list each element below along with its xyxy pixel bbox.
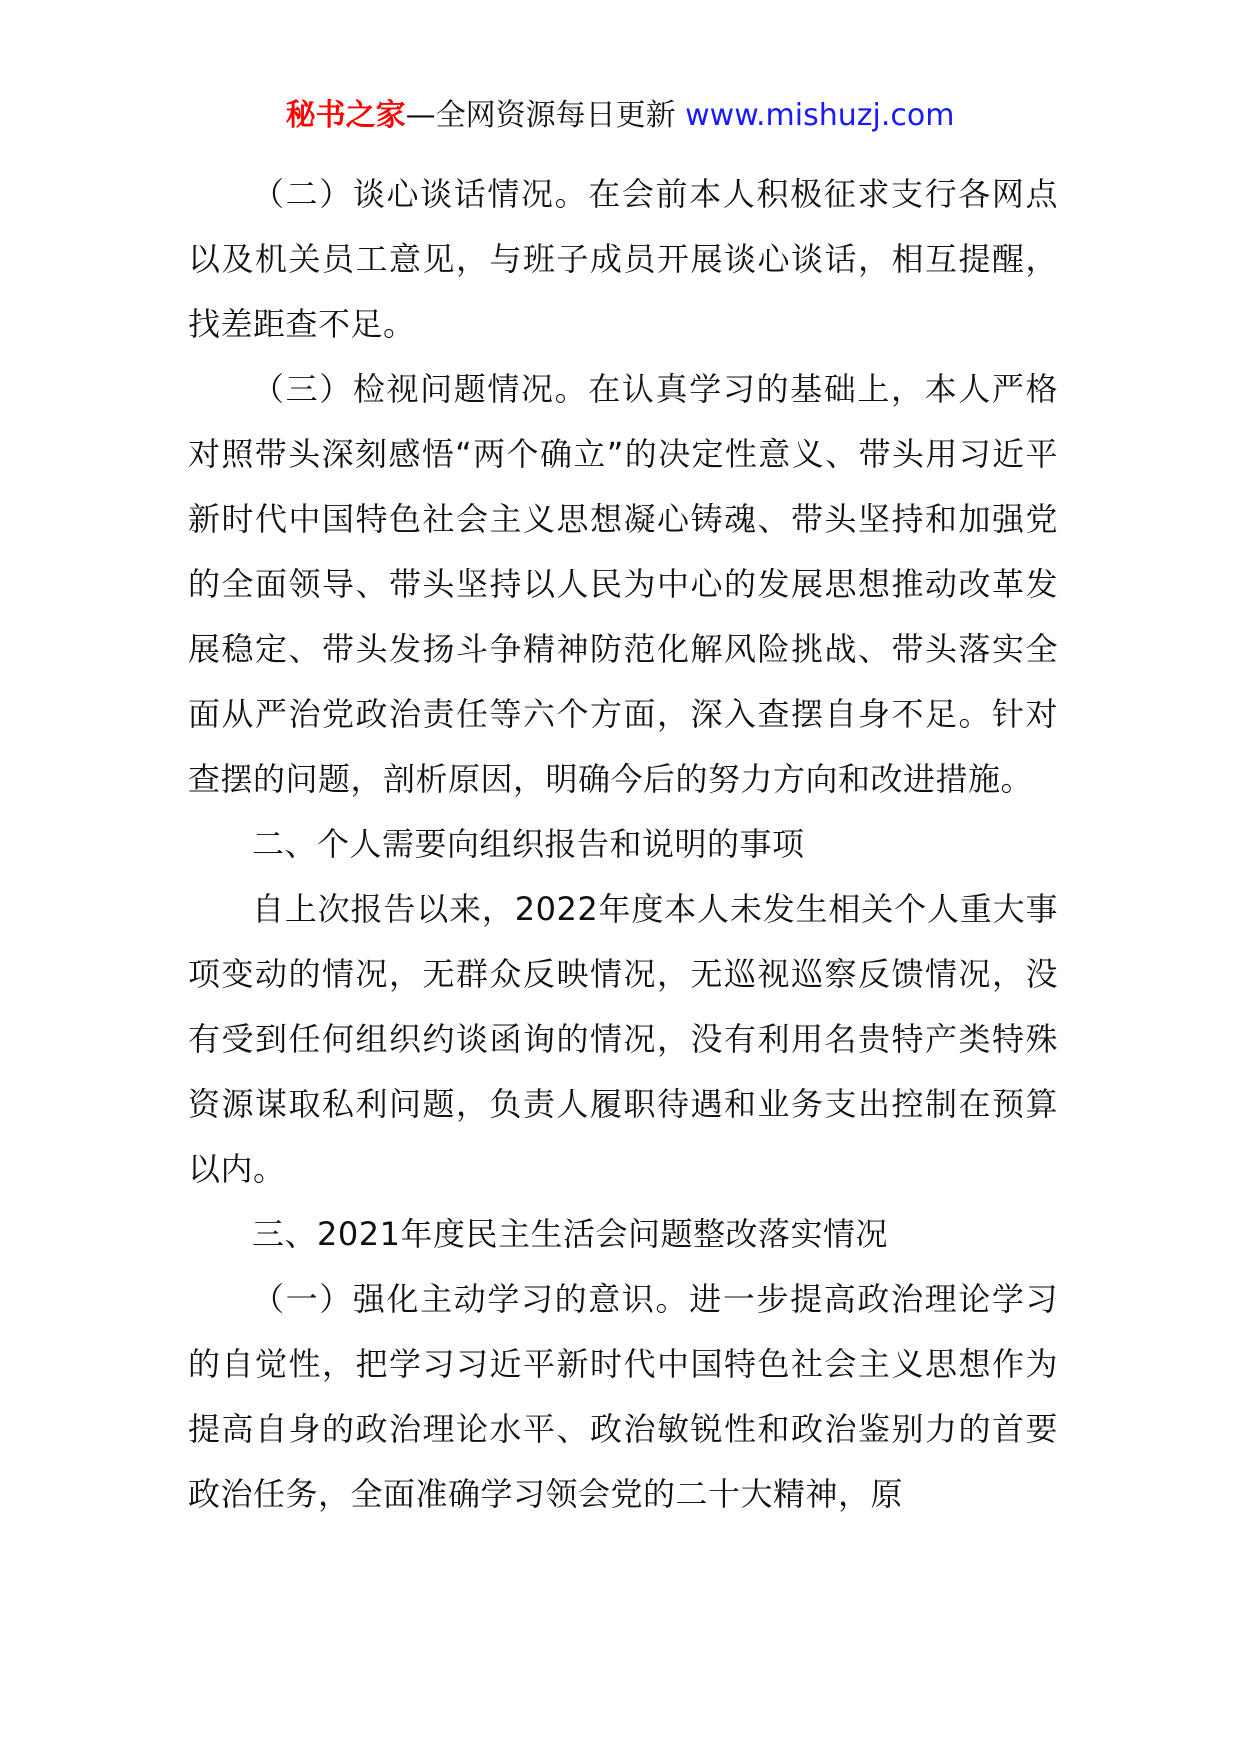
paragraph-rectification-1: （一）强化主动学习的意识。进一步提高政治理论学习的自觉性，把学习习近平新时代中国特色社会主义思想作为提高自身的政治理论水平、政治敏锐性和政治鉴别力的首要政治任务，全面准确学习领会党的二十大精神，原 xyxy=(188,1280,1058,1513)
document-body xyxy=(188,162,1058,1527)
paragraph-problem-review: （三）检视问题情况。在认真学习的基础上，本人严格对照带头深刻感悟“两个确立”的决定性意义、带头用习近平新时代中国特色社会主义思想凝心铸魂、带头坚持和加强党的全面领导、带头坚持以人民为中心的发展思想推动改革发展稳定、带头发扬斗争精神防范化解风险挑战、带头落实全面从严治党政治责任等六个方面，深入查摆自身不足。针对查摆的问题，剖析原因，明确今后的努力方向和改进措施。 xyxy=(188,370,1058,798)
section-heading-3: 三、2021年度民主生活会问题整改落实情况 xyxy=(252,1215,888,1253)
paragraph-report-matters: 自上次报告以来，2022年度本人未发生相关个人重大事项变动的情况，无群众反映情况，无巡视巡察反馈情况，没有受到任何组织约谈函询的情况，没有利用名贵特产类特殊资源谋取私利问题，负责人履职待遇和业务支出控制在预算以内。 xyxy=(188,890,1058,1188)
website-link[interactable]: www.mishuzj.com xyxy=(685,98,955,133)
header-tagline: —全网资源每日更新 xyxy=(405,98,686,133)
section-heading-2: 二、个人需要向组织报告和说明的事项 xyxy=(252,825,805,863)
brand-name: 秘书之家 xyxy=(285,98,406,133)
page-header xyxy=(0,96,1240,136)
paragraph-talks: （二）谈心谈话情况。在会前本人积极征求支行各网点以及机关员工意见，与班子成员开展谈心谈话，相互提醒，找差距查不足。 xyxy=(188,175,1058,343)
